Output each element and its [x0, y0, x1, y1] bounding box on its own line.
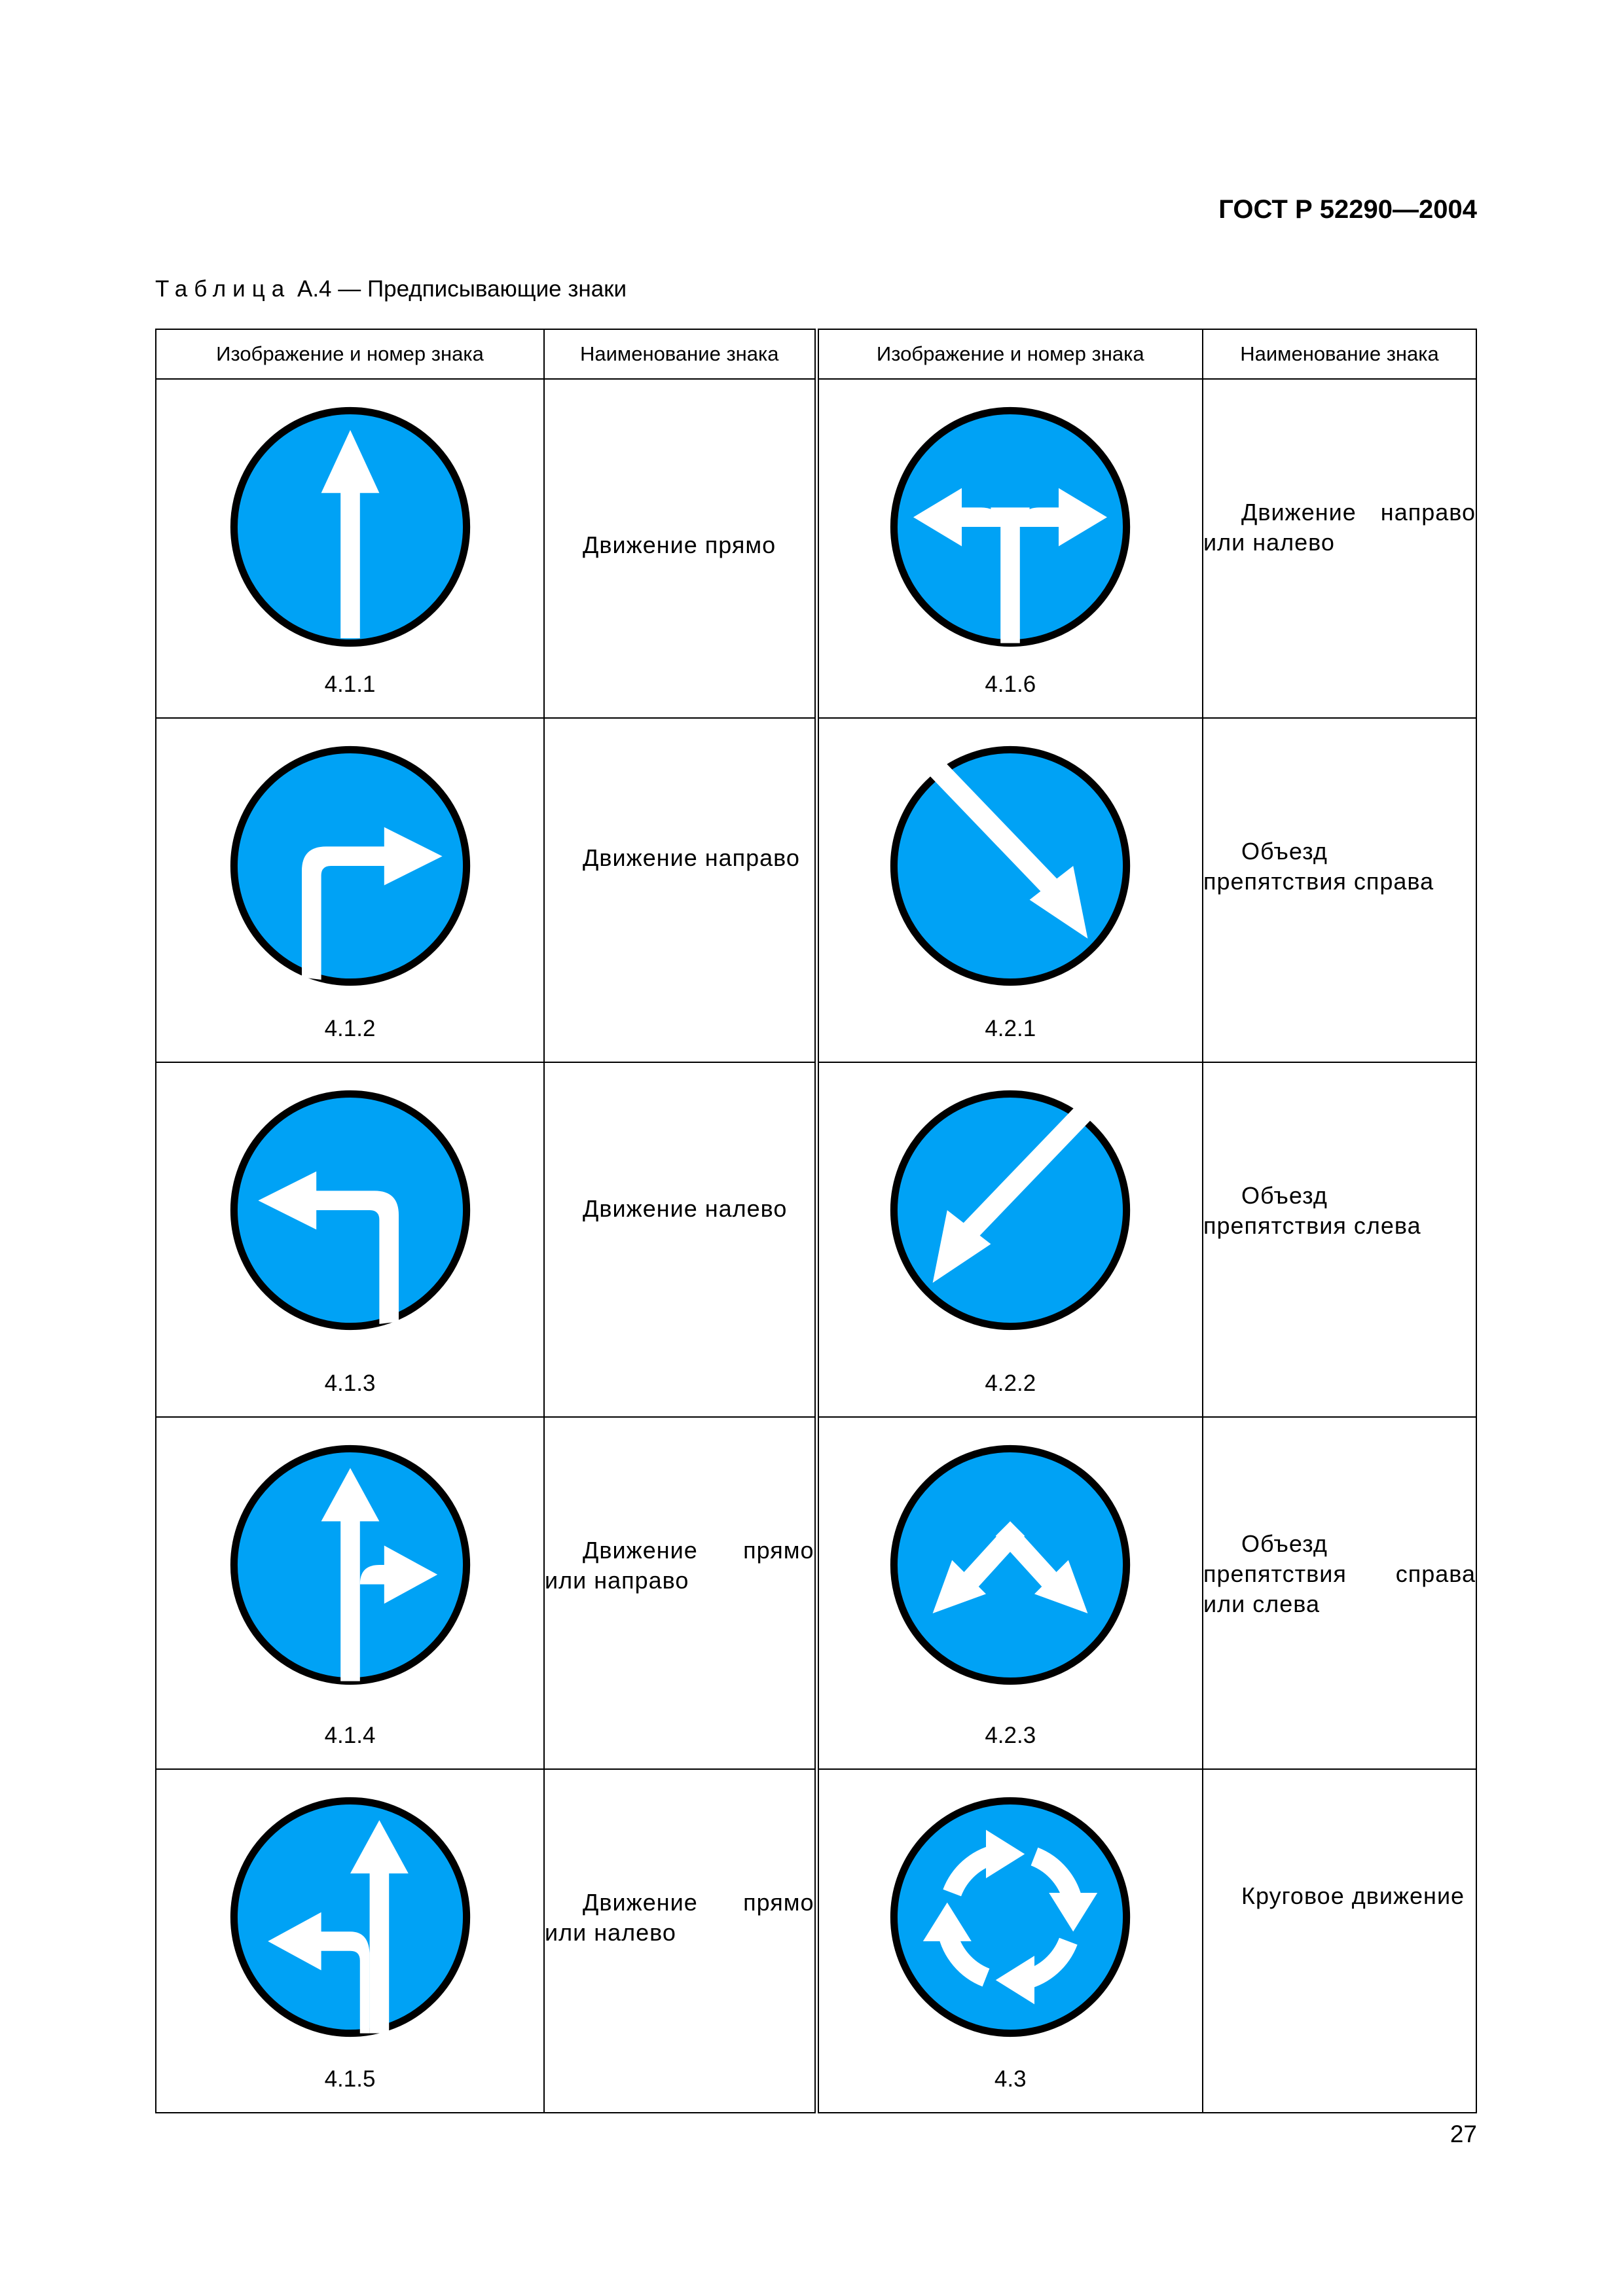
sign-name-cell [544, 718, 816, 1062]
arrow-right-or-left-icon [889, 406, 1131, 648]
arrow-left-turn-icon [229, 1089, 471, 1331]
sign-name-cell [544, 1062, 816, 1417]
table-row [156, 1417, 1476, 1769]
page-number: 27 [1450, 2121, 1477, 2147]
table-header-row [156, 329, 1476, 379]
header-image-number: Изображение и номер знака [156, 329, 544, 379]
sign-name: Движение прямо [583, 531, 776, 558]
sign-number: 4.1.2 [324, 1016, 376, 1041]
sign-name-cell [544, 379, 816, 718]
sign-number: 4.2.1 [985, 1016, 1036, 1041]
sign-number: 4.1.4 [324, 1723, 376, 1748]
table-row [156, 379, 1476, 718]
sign-name-cell [1203, 1417, 1476, 1769]
sign-image-cell [816, 1769, 1203, 2113]
sign-image-cell [816, 1417, 1203, 1769]
table-row [156, 1769, 1476, 2113]
caption-title: Предписывающие знаки [367, 276, 627, 302]
sign-name: Движение направо или налево [1203, 499, 1476, 556]
sign-number: 4.1.6 [985, 672, 1036, 697]
pass-right-icon [889, 745, 1131, 987]
sign-number: 4.1.1 [324, 672, 376, 697]
sign-name: Объезд препятствия справа или слева [1203, 1530, 1476, 1617]
caption-label: Таблица [155, 276, 291, 302]
sign-image-cell [816, 718, 1203, 1062]
sign-name: Объезд препятствия слева [1203, 1182, 1421, 1239]
header-image-number-2: Изображение и номер знака [816, 329, 1203, 379]
sign-name-cell [544, 1417, 816, 1769]
sign-name-cell [1203, 718, 1476, 1062]
sign-number: 4.2.2 [985, 1371, 1036, 1396]
sign-number: 4.3 [994, 2066, 1027, 2092]
document-code: ГОСТ Р 52290—2004 [1218, 195, 1477, 224]
sign-image-cell [816, 379, 1203, 718]
sign-name: Движение налево [583, 1195, 788, 1222]
sign-image-cell [156, 1769, 544, 2113]
sign-name-cell [544, 1769, 816, 2113]
arrow-straight-or-left-icon [229, 1796, 471, 2038]
caption-separator: — [338, 276, 361, 302]
sign-name-cell [1203, 1769, 1476, 2113]
sign-name: Круговое движение [1241, 1882, 1465, 1909]
sign-name: Объезд препятствия справа [1203, 838, 1434, 895]
arrow-straight-or-right-icon [229, 1444, 471, 1686]
sign-name-cell [1203, 1062, 1476, 1417]
header-sign-name-2: Наименование знака [1203, 329, 1476, 379]
table-row [156, 1062, 1476, 1417]
sign-image-cell [156, 718, 544, 1062]
table-row [156, 718, 1476, 1062]
sign-number: 4.1.3 [324, 1371, 376, 1396]
sign-name: Движение направо [583, 844, 800, 871]
sign-image-cell [156, 379, 544, 718]
sign-number: 4.1.5 [324, 2066, 376, 2092]
roundabout-icon [889, 1796, 1131, 2038]
caption-number: А.4 [297, 276, 332, 302]
table-caption [155, 276, 627, 302]
sign-image-cell [156, 1062, 544, 1417]
pass-left-icon [889, 1089, 1131, 1331]
header-sign-name: Наименование знака [544, 329, 816, 379]
sign-image-cell [816, 1062, 1203, 1417]
arrow-straight-icon [229, 406, 471, 648]
sign-name-cell [1203, 379, 1476, 718]
pass-right-or-left-icon [889, 1444, 1131, 1686]
signs-table [155, 329, 1477, 2113]
arrow-right-turn-icon [229, 745, 471, 987]
sign-number: 4.2.3 [985, 1723, 1036, 1748]
sign-name: Движение прямо или налево [545, 1889, 814, 1946]
sign-image-cell [156, 1417, 544, 1769]
sign-name: Движение прямо или направо [545, 1537, 814, 1594]
